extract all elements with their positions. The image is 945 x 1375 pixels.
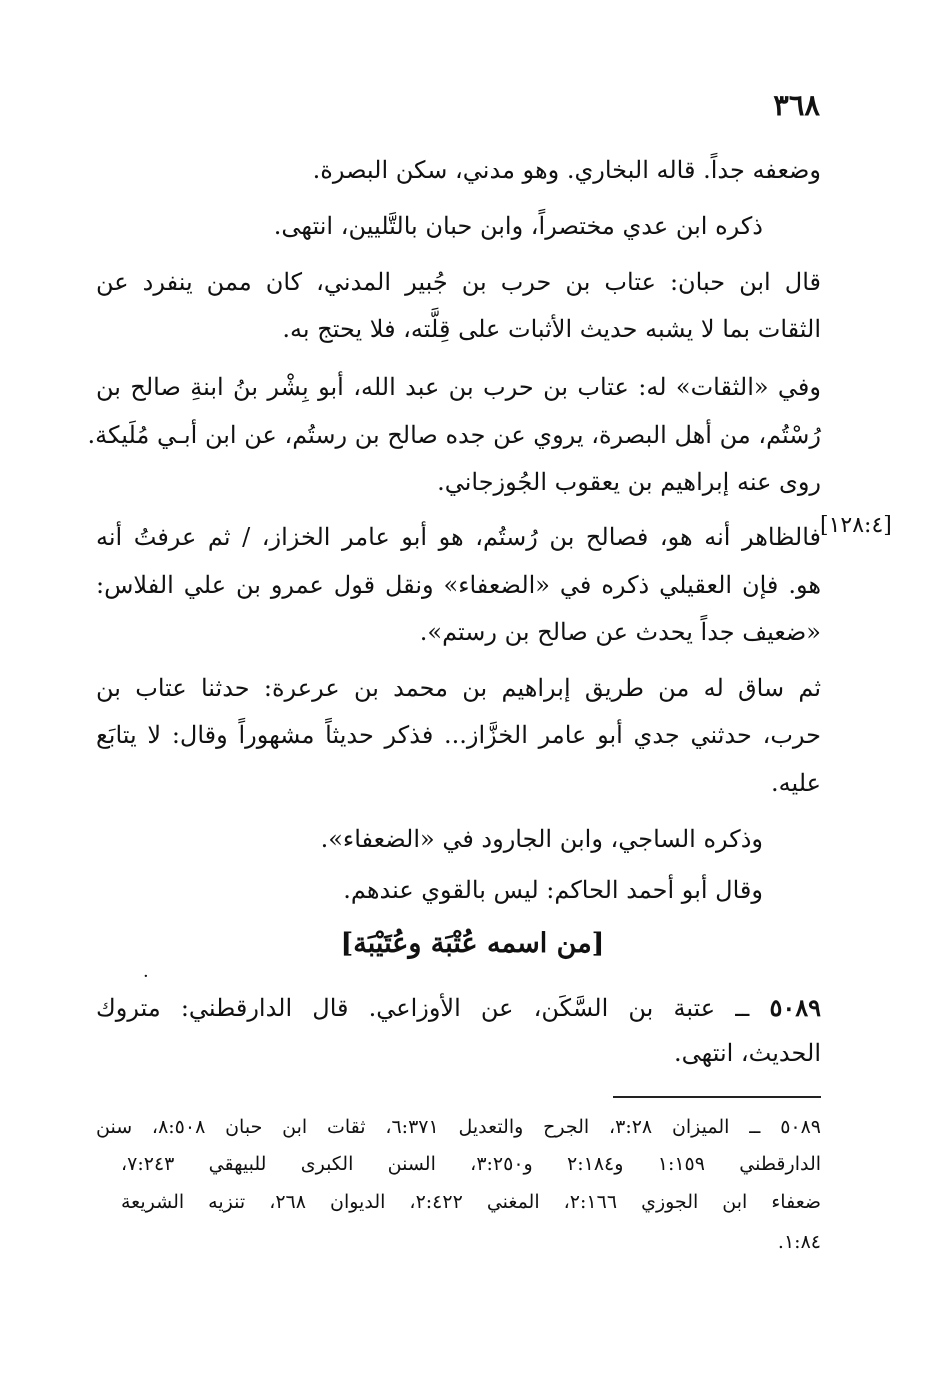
text-line: «ضعيف جداً يحدث عن صالح بن رستم». [419, 618, 821, 646]
text-line: حرب، حدثني جدي أبو عامر الخزَّاز... فذكر حديثاً مشهوراً وقال: لا يتابَع [96, 721, 821, 749]
text-line: روى عنه إبراهيم بن يعقوب الجُوزجاني. [437, 468, 821, 496]
footnote-line: الدارقطني ١:١٥٩ و٢:١٨٤ و٣:٢٥٠، السنن الكبرى للبيهقي ٧:٢٤٣، [121, 1153, 822, 1175]
text-line: فالظاهر أنه هو، فصالح بن رُستُم، هو أبو عامر الخزاز، / ثم عرفتُ أنه [96, 523, 821, 551]
section-heading: [من اسمه عُتْبَة وعُتَيْبَة] [340, 928, 605, 959]
text-line: وضعفه جداً. قاله البخاري. وهو مدني، سكن البصرة. [312, 156, 821, 184]
text-line: ذكره ابن عدي مختصراً، وابن حبان بالتَّليين، انتهى. [273, 212, 763, 240]
entry-line: الحديث، انتهى. [674, 1039, 821, 1067]
text-line: وفي «الثقات» له: عتاب بن حرب بن عبد الله، أبو بِشْر بنُ ابنةِ صالح بن [96, 373, 821, 401]
margin-reference: [١٢٨:٤] [820, 513, 892, 538]
text-line: وقال أبو أحمد الحاكم: ليس بالقوي عندهم. [343, 876, 763, 904]
footnote-divider [613, 1096, 821, 1098]
footnote-line: ٥٠٨٩ ــ الميزان ٣:٢٨، الجرح والتعديل ٦:٣٧١، ثقات ابن حبان ٨:٥٠٨، سنن [96, 1116, 822, 1138]
footnote-line: ١:٨٤. [777, 1231, 821, 1253]
text-line: رُسْتُم، من أهل البصرة، يروي عن جده صالح بن رستُم، عن ابن أبـي مُلَيكة. [87, 421, 821, 449]
text-line: ثم ساق له من طريق إبراهيم بن محمد بن عرعرة: حدثنا عتاب بن [96, 674, 821, 702]
text-line: الثقات بما لا يشبه حديث الأثبات على قِلَّته، فلا يحتج به. [282, 315, 821, 343]
entry-line [96, 990, 821, 1030]
text-line: عليه. [770, 769, 821, 797]
text-line: هو. فإن العقيلي ذكره في «الضعفاء» ونقل قول عمرو بن علي الفلاس: [96, 571, 821, 599]
entry-number: ٥٠٨٩ [769, 993, 821, 1022]
footnote-line: ضعفاء ابن الجوزي ٢:١٦٦، المغني ٢:٤٢٢، الديوان ٢٦٨، تنزيه الشريعة [121, 1191, 822, 1213]
text-line: وذكره الساجي، وابن الجارود في «الضعفاء». [320, 825, 763, 853]
scan-speck: · [143, 966, 149, 987]
text-line: قال ابن حبان: عتاب بن حرب بن جُبير المدني، كان ممن ينفرد عن [96, 268, 821, 296]
page-number: ٣٦٨ [773, 88, 820, 122]
entry-text: ــ عتبة بن السَّكَن، عن الأوزاعي. قال الدارقطني: متروك [96, 994, 750, 1022]
